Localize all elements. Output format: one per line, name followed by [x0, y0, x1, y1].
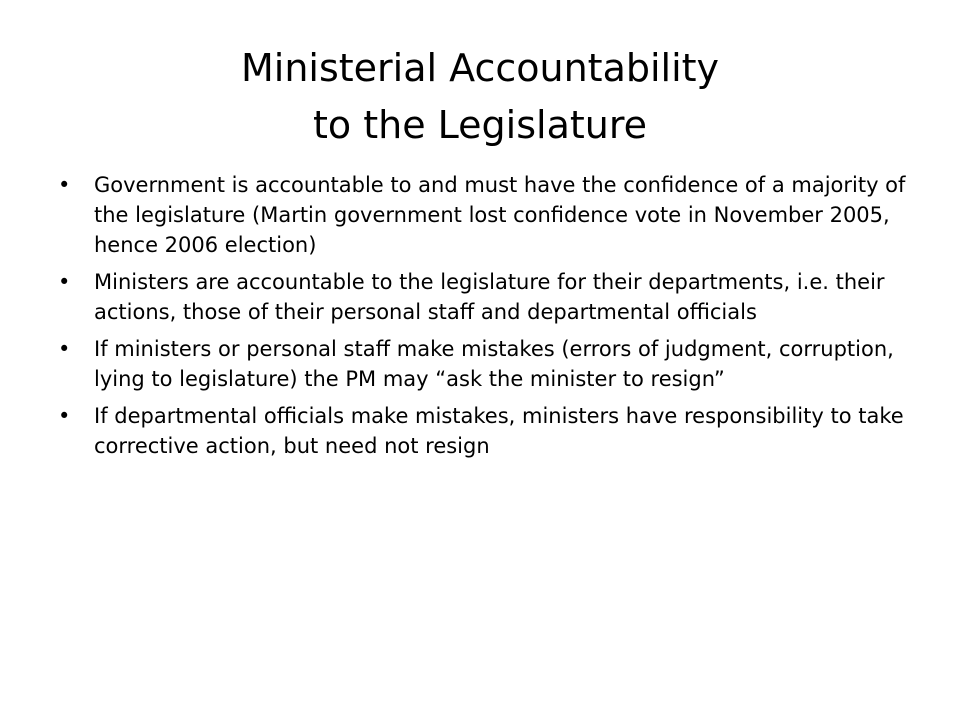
bullet-point-icon: •	[58, 404, 71, 428]
bullet-item-ministers-accountable	[58, 267, 908, 327]
bullet-item-official-mistakes	[58, 401, 908, 461]
bullet-item-minister-mistakes	[58, 334, 908, 394]
slide-title-line-1: Ministerial Accountability	[240, 46, 720, 90]
bullet-text: Government is accountable to and must have the confidence of a majority of the legislature (Martin government lost confidence vote in November 2005, hence 2006 election)	[94, 173, 906, 257]
slide-title	[48, 40, 912, 154]
bullet-point-icon: •	[58, 270, 71, 294]
bullet-point-icon: •	[58, 337, 71, 361]
bullet-point-icon: •	[58, 173, 71, 197]
slide-title-line-2: to the Legislature	[312, 103, 648, 147]
bullet-text: Ministers are accountable to the legislature for their departments, i.e. their actions, those of their personal staff and departmental officials	[94, 270, 885, 324]
bullet-text: If ministers or personal staff make mistakes (errors of judgment, corruption, lying to legislature) the PM may “ask the minister to resign”	[94, 337, 894, 391]
bullet-text: If departmental officials make mistakes, ministers have responsibility to take corrective action, but need not resign	[94, 404, 904, 458]
bullet-list	[58, 170, 908, 468]
bullet-item-government-confidence	[58, 170, 908, 260]
